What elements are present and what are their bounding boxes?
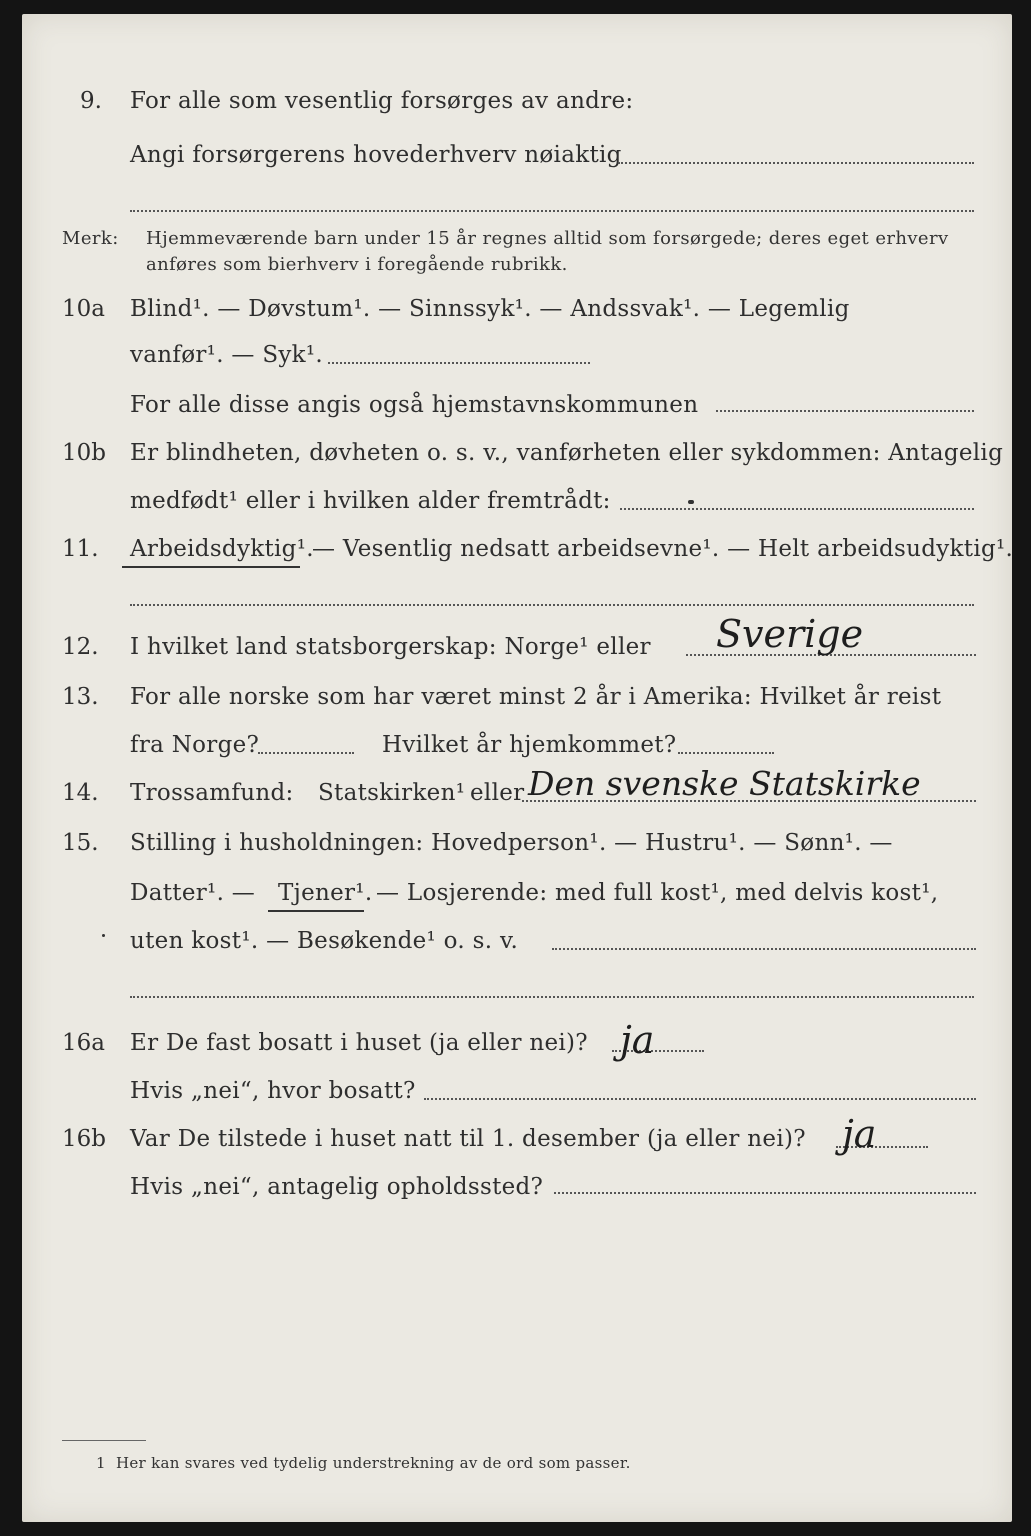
q13-line2b: Hvilket år hjemkommet? [382,732,677,758]
q10b-answer-field[interactable] [620,508,974,510]
merk-line1: Hjemmeværende barn under 15 år regnes alltid som forsørgede; deres eget erhverv [146,228,949,249]
q10a-line3: For alle disse angis også hjemstavnskommunen [130,392,699,418]
q14-handwritten-answer: Den svenske Statskirke [528,764,921,803]
q10b-number: 10b [62,440,106,466]
q16b-line1: Var De tilstede i huset natt til 1. desember (ja eller nei)? [130,1126,806,1152]
q11-option-arbeidsdyktig[interactable]: Arbeidsdyktig¹. [130,536,314,562]
q9-answer-field[interactable] [618,162,974,164]
q13-line2a: fra Norge? [130,732,260,758]
q10a-answer-field[interactable] [328,362,590,364]
q15-number: 15. [62,830,99,856]
q16b-location-field[interactable] [554,1192,976,1194]
q16a-line2: Hvis „nei“, hvor bosatt? [130,1078,416,1104]
merk-label: Merk: [62,228,119,249]
q15-option-tjener[interactable]: Tjener¹. [278,880,373,906]
q14-label: Trossamfund: [130,780,294,806]
q14-or: eller [470,780,525,806]
q16a-residence-field[interactable] [424,1098,976,1100]
q16a-number: 16a [62,1030,105,1056]
q9-number: 9. [80,88,102,114]
q13-line1: For alle norske som har været minst 2 år i Amerika: Hvilket år reist [130,684,942,710]
merk-line2: anføres som bierhverv i foregående rubrikk. [146,254,568,275]
q16b-number: 16b [62,1126,106,1152]
q15-answer-field[interactable] [552,948,976,950]
q10b-line1: Er blindheten, døvheten o. s. v., vanførheten eller sykdommen: Antagelig [130,440,1004,466]
q12-number: 12. [62,634,99,660]
q15-answer-field-2[interactable] [130,996,974,998]
q11-other-options: — Vesentlig nedsatt arbeidsevne¹. — Helt arbeidsudyktig¹. [312,536,1014,562]
q12-line1: I hvilket land statsborgerskap: Norge¹ eller [130,634,651,660]
q15-line1: Stilling i husholdningen: Hovedperson¹. — Hustru¹. — Sønn¹. — [130,830,893,856]
q12-handwritten-answer: Sverige [716,612,864,656]
q9-line1: For alle som vesentlig forsørges av andre: [130,88,634,114]
q11-answer-field[interactable] [130,604,974,606]
q13-departure-year-field[interactable] [258,752,354,754]
q9-line2: Angi forsørgerens hovederhverv nøiaktig [130,142,622,168]
q10a-line1: Blind¹. — Døvstum¹. — Sinnssyk¹. — Andssvak¹. — Legemlig [130,296,850,322]
footnote-mark: 1 [96,1454,106,1472]
footnote-rule [62,1440,146,1441]
q16a-line1: Er De fast bosatt i huset (ja eller nei)? [130,1030,588,1056]
q14-number: 14. [62,780,99,806]
ink-speck [102,934,105,937]
q16a-handwritten-answer: ja [620,1018,655,1062]
q13-number: 13. [62,684,99,710]
q15-line2a: Datter¹. — [130,880,256,906]
q10b-line2: medfødt¹ eller i hvilken alder fremtrådt: [130,488,611,514]
q11-underline-mark [122,566,300,568]
q16b-handwritten-answer: ja [842,1112,877,1156]
q15-underline-mark [268,910,364,912]
q16b-line2: Hvis „nei“, antagelig opholdssted? [130,1174,544,1200]
footnote-text: Her kan svares ved tydelig understrekning av de ord som passer. [116,1454,631,1472]
q14-option-statskirken[interactable]: Statskirken¹ [318,780,466,806]
q10a-line2: vanfør¹. — Syk¹. [130,342,324,368]
q11-number: 11. [62,536,99,562]
q15-line3: uten kost¹. — Besøkende¹ o. s. v. [130,928,519,954]
q10a-number: 10a [62,296,105,322]
q15-line2c: — Losjerende: med full kost¹, med delvis kost¹, [376,880,939,906]
ink-dot [688,500,694,504]
q9-answer-field-2[interactable] [130,210,974,212]
q13-return-year-field[interactable] [678,752,774,754]
q10a-home-municipality-field[interactable] [716,410,974,412]
